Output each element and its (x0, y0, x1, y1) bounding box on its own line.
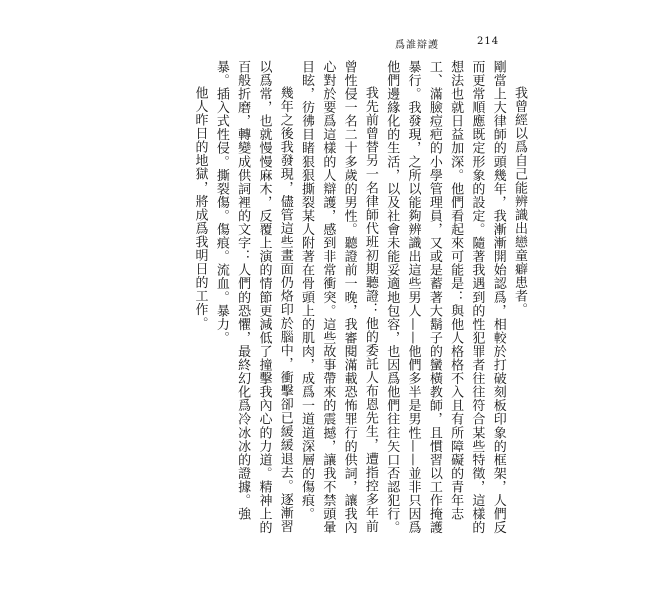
paragraph-5: 他人昨日的地獄，將成爲我明日的工作。 (192, 86, 208, 330)
running-title: 爲誰辯護 (395, 40, 439, 51)
paragraph-3: 我先前曾替另一名律師代班初期聽證：他的委託人布恩先生，遭指控多年前曾性侵一名二十多歲的男性。聽證前一晚，我審閱滿載恐怖罪行的供詞，讓我內心對於要爲這樣的人辯護，感到非常衝突。這些故事帶來的震撼，讓我不禁頭暈目眩，彷彿目睹狠狠撕裂某人附著在骨頭上的肌肉，成爲一道道深層的傷痕。 (299, 60, 378, 535)
paragraph-1: 我曾經以爲自己能辨識出戀童癖患者。 (512, 86, 527, 317)
paragraph-2: 剛當上大律師的頭幾年，我漸漸開始認爲，相較於打破刻板印象的框架，人們反而更常順應既定形象的設定。隨著我遇到的性犯罪者往往符合某些特徵，這樣的想法也就日益加深。他們看起來可能是：與他人格格不入且有所障礙的青年志工、滿臉痘疤的小學管理員，又或是蓄著大鬍子的蠻橫教師，且慣習以工作掩護暴行。我發現，之所以能夠辨識出這些男人——他們多半是男性——並非只因爲他們邊緣化的生活，以及社會未能妥適地包容，也因爲他們往往矢口否認犯行。 (384, 60, 506, 535)
paragraph-4: 幾年之後我發現，儘管這些畫面仍烙印於腦中，衝擊卻已緩緩退去。逐漸習以爲常，也就慢慢麻木，反覆上演的情節更減低了撞擊我內心的力道。精神上的百般折磨，轉變成供詞裡的文字：人們的恐懼，最終幻化爲冷冰冰的證據。強暴。插入式性侵。撕裂傷。傷痕。流血。暴力。 (213, 60, 293, 535)
body-text (145, 60, 530, 538)
page-number: 214 (477, 36, 500, 47)
running-header (395, 36, 535, 52)
